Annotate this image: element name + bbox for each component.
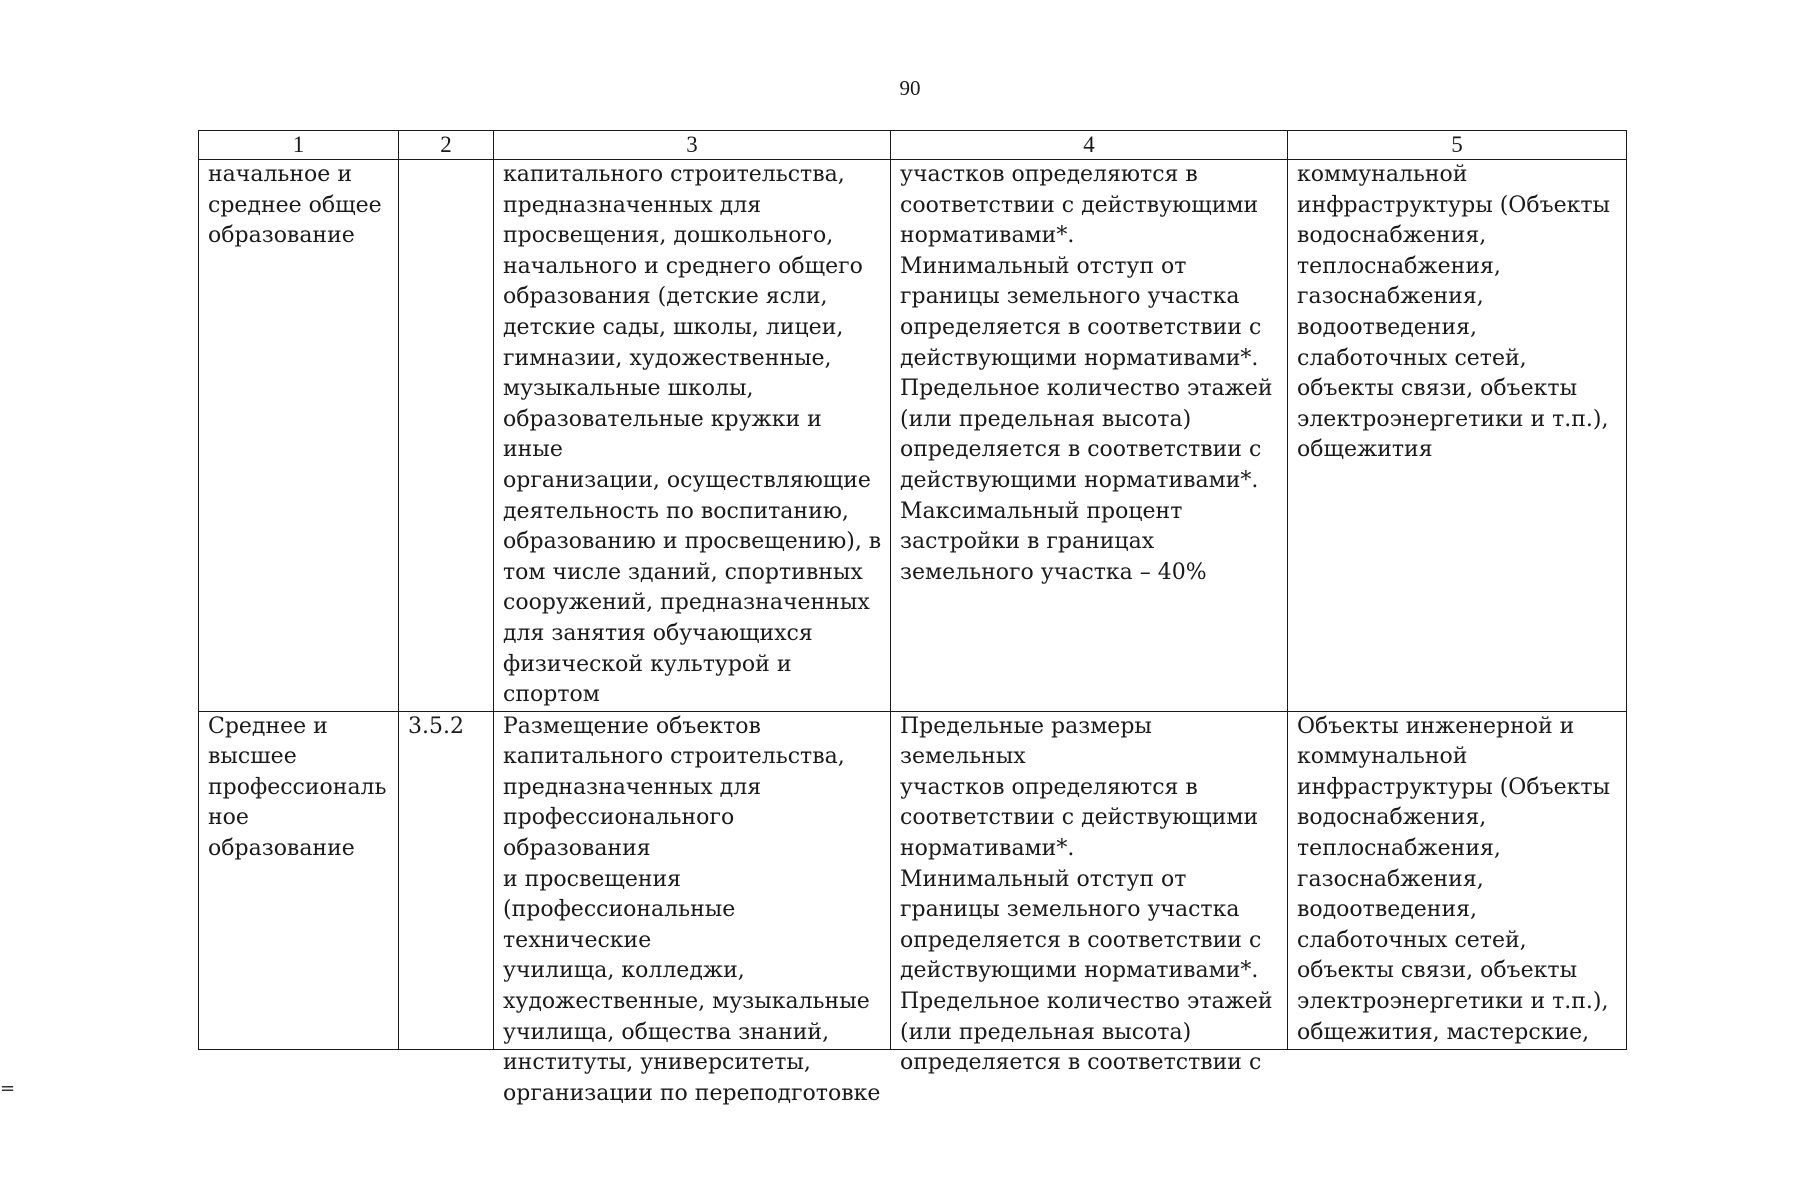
activity-description-cell [494, 711, 891, 1106]
parameters-cell: участков определяются в соответствии с действующими нормативами*. Минимальный отступ от границы земельного участка определяется в соответствии с действующими нормативами*. Предельное количество этажей (или предельная высота) определяется в соответствии с действующими нормативами*. Максимальный процент застройки в границах земельного участка – 40% [891, 160, 1288, 712]
cell-text: Среднее и высшее профессиональ ное образование [208, 713, 387, 862]
activity-code-cell [399, 160, 494, 712]
parameters-cell [891, 711, 1288, 1076]
cell-text: Предельные размеры земельных участков определяются в соответствии с действующими нормативами*. Минимальный отступ от границы земельного участка определяется в соответствии с действующими нормативами*. Предельное количество этажей (или предельная высота) определяется в соответствии с [900, 713, 1273, 1076]
column-header-1: 1 [199, 131, 399, 160]
margin-mark: = [0, 1078, 16, 1099]
activity-code-cell [399, 711, 494, 1049]
auxiliary-uses-cell: коммунальной инфраструктуры (Объекты водоснабжения, теплоснабжения, газоснабжения, водоотведения, слаботочных сетей, объекты связи, объекты электроэнергетики и т.п.), общежития [1288, 160, 1627, 712]
table-header-row [199, 131, 1627, 160]
column-header-5: 5 [1288, 131, 1627, 160]
activity-description-cell: капитального строительства, предназначенных для просвещения, дошкольного, начального и среднего общего образования (детские ясли, детские сады, школы, лицеи, гимназии, художественные, музыкальные школы, образовательные кружки и иные организации, осуществляющие деятельность по воспитанию, образованию и просвещению), в том числе зданий, спортивных сооружений, предназначенных для занятия обучающихся физической культурой и спортом [494, 160, 891, 712]
column-header-4: 4 [891, 131, 1288, 160]
table-row [199, 160, 1627, 712]
page-number: 90 [899, 76, 921, 100]
column-header-3: 3 [494, 131, 891, 160]
activity-name-cell: начальное и среднее общее образование [199, 160, 399, 712]
activity-name-cell [199, 711, 399, 1049]
document-table [198, 130, 1627, 1106]
table-row [199, 711, 1627, 1049]
cell-text: Объекты инженерной и коммунальной инфраструктуры (Объекты водоснабжения, теплоснабжения, газоснабжения, водоотведения, слаботочных сетей, объекты связи, объекты электроэнергетики и т.п.), общежития, мастерские, [1297, 713, 1611, 1045]
cell-text: Размещение объектов капитального строительства, предназначенных для профессионального образования и просвещения (профессиональные технические училища, колледжи, художественные, музыкальные училища, общества знаний, институты, университеты, организации по переподготовке [503, 713, 881, 1106]
auxiliary-uses-cell [1288, 711, 1627, 1049]
column-header-2: 2 [399, 131, 494, 160]
cell-text: 3.5.2 [408, 713, 464, 739]
